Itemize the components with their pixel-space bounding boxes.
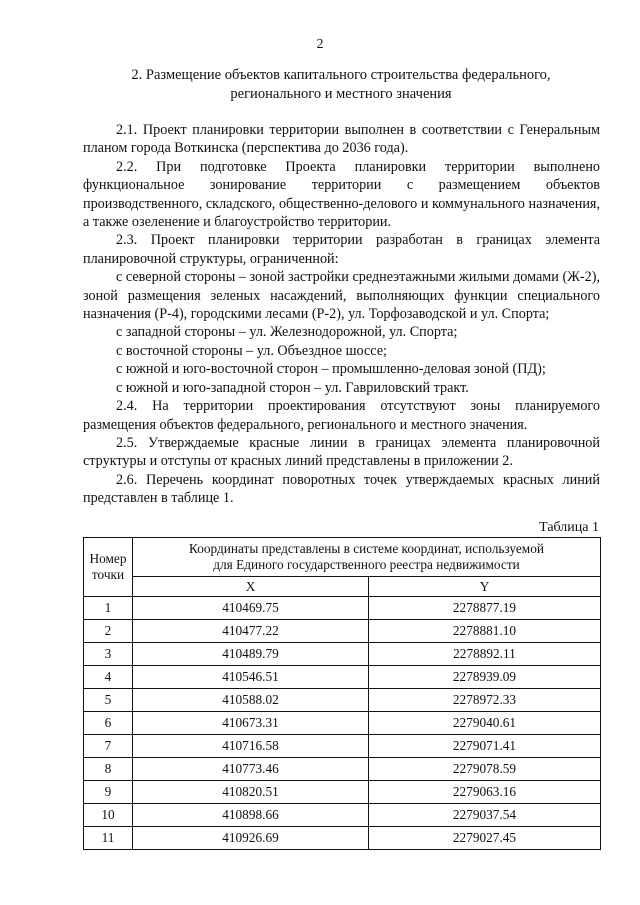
y-value: 2279078.59 (369, 758, 601, 781)
x-value: 410477.22 (133, 620, 369, 643)
point-number: 2 (84, 620, 133, 643)
point-number-header: Номер точки (84, 538, 133, 597)
x-value: 410469.75 (133, 597, 369, 620)
y-value: 2278972.33 (369, 689, 601, 712)
table-row (84, 758, 601, 781)
x-value: 410546.51 (133, 666, 369, 689)
point-number: 4 (84, 666, 133, 689)
y-value: 2279027.45 (369, 827, 601, 850)
table-row (84, 643, 601, 666)
y-header: Y (369, 577, 601, 597)
y-value: 2279071.41 (369, 735, 601, 758)
y-value: 2279063.16 (369, 781, 601, 804)
coordinate-system-header-line: Координаты представлены в системе координат, используемой (189, 541, 544, 556)
table-row (84, 827, 601, 850)
page-number: 2 (316, 37, 324, 52)
paragraph: 2.4. На территории проектирования отсутствуют зоны планируемого размещения объектов федерального, регионального и местного значения. (83, 398, 600, 433)
x-value: 410898.66 (133, 804, 369, 827)
point-number: 11 (84, 827, 133, 850)
coordinate-system-header (133, 538, 601, 577)
x-value: 410588.02 (133, 689, 369, 712)
table-row (84, 712, 601, 735)
x-value: 410716.58 (133, 735, 369, 758)
y-value: 2278881.10 (369, 620, 601, 643)
table-row (84, 804, 601, 827)
paragraph: с западной стороны – ул. Железнодорожной, ул. Спорта; (116, 324, 458, 341)
y-value: 2278892.11 (369, 643, 601, 666)
table-row (84, 735, 601, 758)
paragraph: 2.6. Перечень координат поворотных точек утверждаемых красных линий представлен в таблице 1. (83, 471, 600, 507)
y-value: 2279040.61 (369, 712, 601, 735)
point-number: 3 (84, 643, 133, 666)
paragraph: 2.2. При подготовке Проекта планировки территории выполнено функциональное зонирование территории с размещением объектов производственного, складского, общественно-делового и коммунального назначения, а также озеленение и благоустройство территории. (83, 158, 600, 231)
coordinates-table (83, 537, 601, 850)
table-row (84, 620, 601, 643)
body-text (83, 121, 600, 508)
paragraph: с восточной стороны – ул. Объездное шоссе; (116, 342, 388, 359)
table-row (84, 666, 601, 689)
table-caption: Таблица 1 (539, 520, 599, 535)
section-heading (100, 66, 582, 104)
point-number: 8 (84, 758, 133, 781)
point-number: 5 (84, 689, 133, 712)
point-number: 1 (84, 597, 133, 620)
table-row (84, 781, 601, 804)
paragraph: с северной стороны – зоной застройки среднеэтажными жилыми домами (Ж-2), зоной размещения зеленых насаждений, выполняющих функции специального назначения (Р-4), городскими лесами (Р-2), ул. Торфозаводской и ул. Спорта; (83, 269, 600, 323)
y-value: 2279037.54 (369, 804, 601, 827)
point-number: 9 (84, 781, 133, 804)
table-row (84, 689, 601, 712)
x-value: 410673.31 (133, 712, 369, 735)
paragraph: с южной и юго-западной сторон – ул. Гавриловский тракт. (116, 379, 469, 396)
paragraph: 2.3. Проект планировки территории разработан в границах элемента планировочной структуры, ограниченной: (83, 232, 600, 267)
x-value: 410773.46 (133, 758, 369, 781)
x-value: 410926.69 (133, 827, 369, 850)
section-heading-line: регионального и местного значения (230, 86, 452, 102)
x-header: X (133, 577, 369, 597)
point-number: 10 (84, 804, 133, 827)
y-value: 2278939.09 (369, 666, 601, 689)
y-value: 2278877.19 (369, 597, 601, 620)
x-value: 410820.51 (133, 781, 369, 804)
paragraph: 2.5. Утверждаемые красные линии в границах элемента планировочной структуры и отступы от красных линий представлены в приложении 2. (83, 434, 600, 470)
point-number: 6 (84, 712, 133, 735)
paragraph: 2.1. Проект планировки территории выполнен в соответствии с Генеральным планом города Воткинска (перспектива до 2036 года). (83, 122, 600, 157)
point-number: 7 (84, 735, 133, 758)
table-row (84, 597, 601, 620)
paragraph: с южной и юго-восточной сторон – промышленно-деловая зоной (ПД); (116, 361, 546, 378)
x-value: 410489.79 (133, 643, 369, 666)
section-heading-line: 2. Размещение объектов капитального строительства федерального, (131, 67, 551, 83)
coordinate-system-header-line: для Единого государственного реестра недвижимости (213, 557, 520, 572)
